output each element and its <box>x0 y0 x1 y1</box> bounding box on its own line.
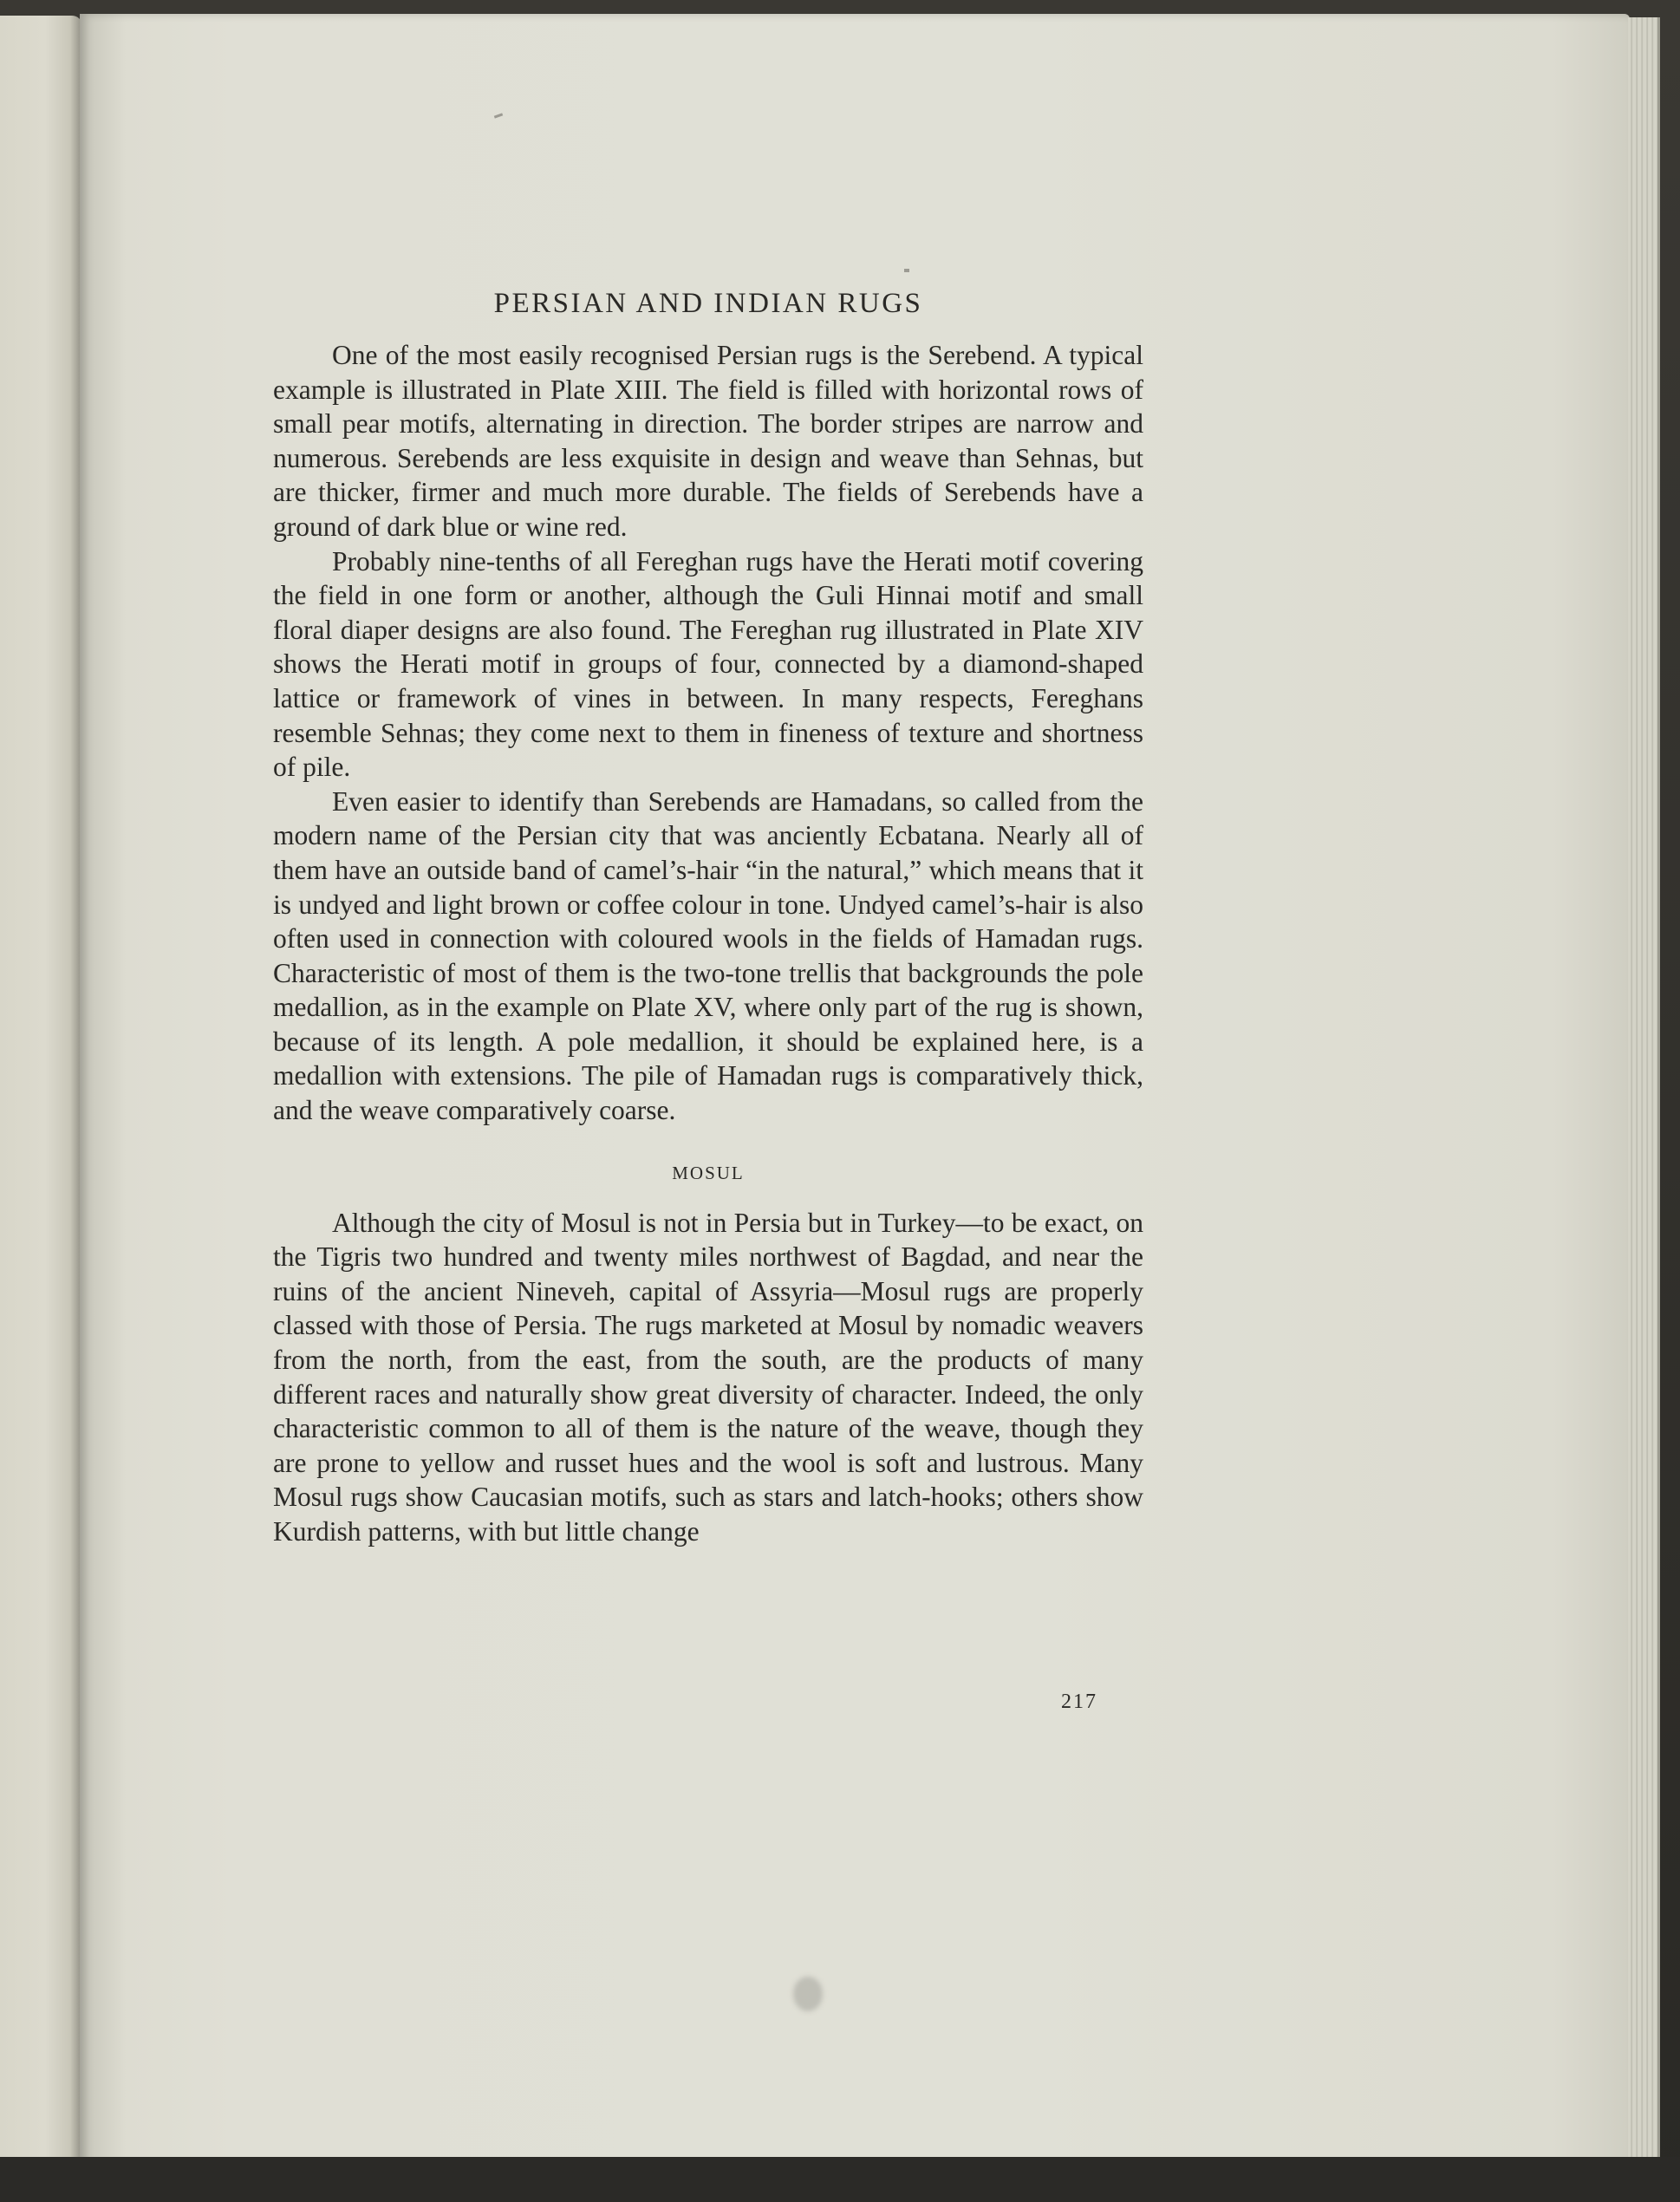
paper-blot <box>793 1977 823 2011</box>
section-heading: MOSUL <box>672 1162 745 1183</box>
running-head: PERSIAN AND INDIAN RUGS <box>493 288 923 319</box>
page-text <box>273 286 1143 1549</box>
page-stack-edge <box>1628 17 1660 2171</box>
facing-page-edge <box>0 16 82 2174</box>
stray-mark <box>904 269 909 272</box>
page-number: 217 <box>1061 1691 1097 1713</box>
paragraph-serebend: One of the most easily recognised Persian rugs is the Serebend. A typical example is illustrated in Plate XIII. The field is filled with horizontal rows of small pear motifs, alternating in direction. The border stripes are narrow and numerous. Serebends are less exquisite in design and weave than Sehnas, but are thicker, firmer and much more durable. The fields of Serebends have a ground of dark blue or wine red. <box>273 340 1143 542</box>
paragraph-fereghan: Probably nine-tenths of all Fereghan rugs have the Herati motif covering the field in one form or another, although the Guli Hinnai motif and small floral diaper designs are also found. The Fereghan rug illustrated in Plate XIV shows the Herati motif in groups of four, connected by a diamond-shaped lattice or framework of vines in between. In many respects, Fereghans resemble Sehnas; they come next to them in fineness of texture and shortness of pile. <box>273 545 1143 783</box>
scan-bottom-border <box>0 2157 1680 2202</box>
paragraph-hamadan: Even easier to identify than Serebends are Hamadans, so called from the modern name of the Persian city that was anciently Ecbatana. Nearly all of them have an outside band of camel’s-hair “in the natural,” which means that it is undyed and light brown or coffee colour in tone. Undyed camel’s-hair is also often used in connection with coloured wools in the fields of Hamadan rugs. Characteristic of most of them is the two-tone trellis that backgrounds the pole medallion, as in the example on Plate XV, where only part of the rug is shown, because of its length. A pole medallion, it should be explained here, is a medallion with extensions. The pile of Hamadan rugs is comparatively thick, and the weave comparatively coarse. <box>273 785 1143 1126</box>
paragraph-mosul: Although the city of Mosul is not in Persia but in Turkey—to be exact, on the Tigris two hundred and twenty miles northwest of Bagdad, and near the ruins of the ancient Nineveh, capital of Assyria—Mosul rugs are properly classed with those of Persia. The rugs marketed at Mosul by nomadic weavers from the north, from the east, from the south, are the products of many different races and naturally show great diversity of character. Indeed, the only characteristic common to all of them is the nature of the weave, though they are prone to yellow and russet hues and the wool is soft and lustrous. Many Mosul rugs show Caucasian motifs, such as stars and latch-hooks; others show Kurdish patterns, with but little change <box>273 1207 1143 1547</box>
